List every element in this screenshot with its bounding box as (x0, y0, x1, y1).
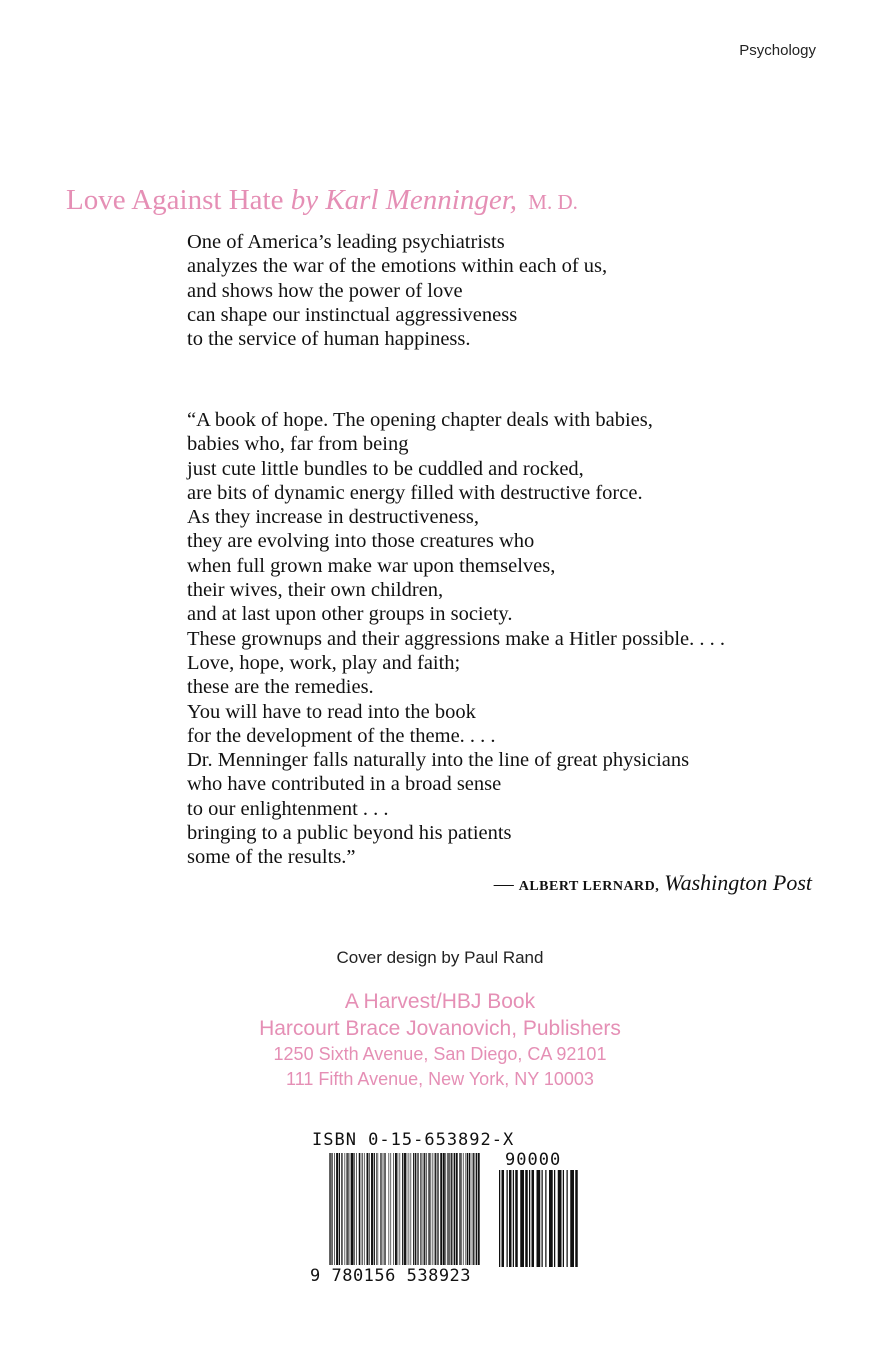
barcode-bar (383, 1153, 384, 1265)
addon-bar (575, 1170, 578, 1267)
price-code: 90000 (505, 1150, 562, 1170)
publisher-name: Harcourt Brace Jovanovich, Publishers (259, 1017, 621, 1040)
addon-bar (513, 1170, 514, 1267)
quote-line: when full grown make war upon themselves, (187, 554, 556, 577)
addon-bar (549, 1170, 553, 1267)
barcode-bar (411, 1153, 412, 1265)
barcode-bar (438, 1153, 439, 1265)
barcode-bar (463, 1153, 464, 1265)
quote-line: You will have to read into the book (187, 700, 476, 723)
quote-line: Love, hope, work, play and faith; (187, 651, 461, 674)
quote-line: their wives, their own children, (187, 579, 444, 602)
barcode-bar (476, 1153, 477, 1265)
ean-barcode (329, 1153, 480, 1265)
barcode-bar (359, 1153, 360, 1265)
barcode-bar (354, 1153, 355, 1265)
barcode-bar (345, 1153, 346, 1265)
barcode-bar (329, 1153, 330, 1265)
barcode-bar (467, 1153, 468, 1265)
addon-bar (558, 1170, 562, 1267)
barcode-bar (351, 1153, 354, 1265)
addon-bar (507, 1170, 508, 1267)
title-text: Love Against Hate (66, 184, 284, 216)
quote-line: who have contributed in a broad sense (187, 773, 502, 796)
quote-line: As they increase in destructiveness, (187, 506, 480, 529)
barcode-bar (437, 1153, 438, 1265)
addon-bar (525, 1170, 528, 1267)
quote-line: these are the remedies. (187, 676, 374, 699)
addon-bar (529, 1170, 530, 1267)
intro-line: analyzes the war of the emotions within each of us, (187, 255, 608, 278)
barcode-bar (381, 1153, 382, 1265)
title-degree: M. D. (528, 190, 578, 214)
barcode-bar (478, 1153, 480, 1265)
barcode-bar (390, 1153, 391, 1265)
barcode-bar (440, 1153, 442, 1265)
attribution-dash: — (493, 873, 514, 895)
barcode-bar (435, 1153, 436, 1265)
barcode-bar (380, 1153, 381, 1265)
barcode-bar (334, 1153, 335, 1265)
publisher-address-1: 1250 Sixth Avenue, San Diego, CA 92101 (273, 1044, 607, 1064)
barcode-bar (459, 1153, 460, 1265)
barcode-bar (402, 1153, 403, 1265)
barcode-bar (393, 1153, 394, 1265)
barcode-bar (364, 1153, 365, 1265)
barcode-bar (456, 1153, 458, 1265)
quote-line: they are evolving into those creatures who (187, 530, 535, 553)
title-author: by Karl Menninger, (290, 184, 518, 216)
barcode-bar (423, 1153, 424, 1265)
attribution-author: ALBERT LERNARD, (518, 879, 660, 894)
addon-bar (502, 1170, 505, 1267)
barcode-bar (374, 1153, 375, 1265)
publisher-imprint: A Harvest/HBJ Book (344, 990, 536, 1013)
barcode-bar (413, 1153, 414, 1265)
attribution-publication: Washington Post (664, 870, 812, 895)
intro-line: to the service of human happiness. (187, 328, 471, 351)
barcode-bar (445, 1153, 446, 1265)
addon-bar (545, 1170, 546, 1267)
addon-bar (515, 1170, 518, 1267)
addon-bar (554, 1170, 555, 1267)
barcode-bar (432, 1153, 433, 1265)
barcode-bar (332, 1153, 333, 1265)
barcode-bar (378, 1153, 379, 1265)
barcode-bar (465, 1153, 466, 1265)
ean-digits: 9 780156 538923 (310, 1266, 472, 1286)
quote-line: for the development of the theme. . . . (187, 724, 496, 747)
barcode-bar (420, 1153, 421, 1265)
addon-barcode (499, 1170, 578, 1267)
barcode-bar (460, 1153, 461, 1265)
barcode-bar (449, 1153, 450, 1265)
quote-line: some of the results.” (187, 846, 356, 869)
barcode-bar (471, 1153, 472, 1265)
barcode-bar (330, 1153, 331, 1265)
barcode-bar (376, 1153, 377, 1265)
barcode-bar (400, 1153, 401, 1265)
barcode-bar (469, 1153, 470, 1265)
barcode-bar (371, 1153, 373, 1265)
barcode-bar (418, 1153, 419, 1265)
addon-bar (567, 1170, 568, 1267)
barcode-bar (409, 1153, 410, 1265)
barcode-bar (369, 1153, 370, 1265)
barcode-bar (350, 1153, 351, 1265)
barcode-bar (424, 1153, 425, 1265)
intro-line: can shape our instinctual aggressiveness (187, 303, 518, 326)
barcode-bar (429, 1153, 430, 1265)
addon-bar (537, 1170, 541, 1267)
addon-bar (542, 1170, 543, 1267)
quote-line: babies who, far from being (187, 433, 409, 456)
barcode-bar (453, 1153, 454, 1265)
quote-line: These grownups and their aggressions make a Hitler possible. . . . (187, 627, 726, 650)
quote-line: are bits of dynamic energy filled with destructive force. (187, 481, 643, 504)
barcode-bar (398, 1153, 399, 1265)
barcode-bar (339, 1153, 340, 1265)
barcode-bar (475, 1153, 476, 1265)
cover-design-text: Cover design by Paul Rand (336, 948, 544, 967)
barcode-bar (447, 1153, 448, 1265)
isbn-label: ISBN 0-15-653892-X (312, 1130, 515, 1150)
addon-bar (520, 1170, 524, 1267)
barcode-bar (336, 1153, 338, 1265)
barcode-bar (426, 1153, 427, 1265)
addon-bar (499, 1170, 500, 1267)
barcode-bar (361, 1153, 362, 1265)
barcode-bar (407, 1153, 408, 1265)
barcode-bar (421, 1153, 422, 1265)
barcode-bar (356, 1153, 357, 1265)
barcode-bar (473, 1153, 474, 1265)
addon-bar (563, 1170, 564, 1267)
quote-line: and at last upon other groups in society. (187, 603, 513, 626)
barcode-bar (417, 1153, 418, 1265)
category-label: Psychology (739, 42, 816, 59)
intro-line: and shows how the power of love (187, 279, 463, 302)
publisher-address-2: 111 Fifth Avenue, New York, NY 10003 (286, 1069, 594, 1089)
barcode-bar (451, 1153, 452, 1265)
intro-line: One of America’s leading psychiatrists (187, 231, 505, 253)
addon-bar (532, 1170, 535, 1267)
addon-bar (509, 1170, 512, 1267)
barcode-bar (384, 1153, 385, 1265)
quote-line: Dr. Menninger falls naturally into the line of great physicians (187, 749, 690, 772)
barcode-bar (362, 1153, 363, 1265)
addon-bar (570, 1170, 574, 1267)
barcode-bar (389, 1153, 390, 1265)
barcode-bar (395, 1153, 397, 1265)
barcode-bar (341, 1153, 342, 1265)
barcode-bar (415, 1153, 416, 1265)
barcode-bar (434, 1153, 435, 1265)
barcode-bar (428, 1153, 429, 1265)
quote-line: to our enlightenment . . . (187, 797, 389, 820)
barcode-bar (443, 1153, 445, 1265)
barcode-bar (348, 1153, 349, 1265)
barcode-bar (404, 1153, 406, 1265)
quote-line: “A book of hope. The opening chapter deals with babies, (187, 409, 653, 431)
barcode-bar (346, 1153, 347, 1265)
barcode-bar (385, 1153, 386, 1265)
barcode-bar (454, 1153, 455, 1265)
quote-line: just cute little bundles to be cuddled and rocked, (187, 457, 584, 480)
barcode-bar (367, 1153, 369, 1265)
quote-line: bringing to a public beyond his patients (187, 822, 512, 845)
